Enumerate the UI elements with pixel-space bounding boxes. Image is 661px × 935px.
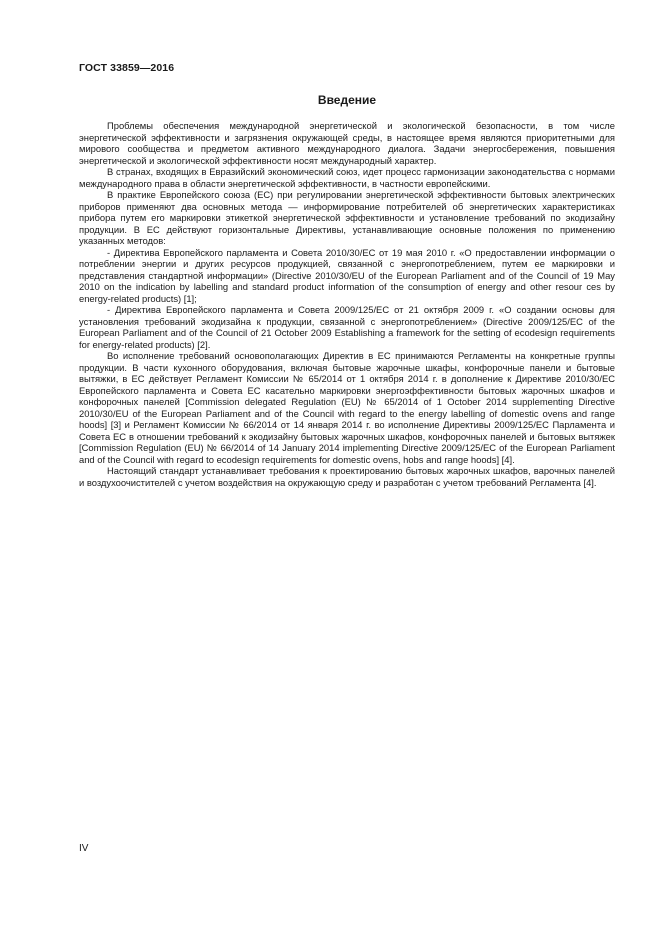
paragraph: Настоящий стандарт устанавливает требования к проектированию бытовых жарочных шкафов, варочных панелей и воздухоочистителей с учетом воздействия на окружающую среду и разработан с учетом требований Регламента [4]. — [79, 465, 615, 488]
standard-code-header: ГОСТ 33859—2016 — [79, 62, 175, 74]
paragraph: Во исполнение требований основополагающих Директив в ЕС принимаются Регламенты на конкретные группы продукции. В части кухонного оборудования, включая бытовые жарочные шкафы, конфорочные панели и бытовые вытяжки, в ЕС действует Регламент Комиссии № 65/2014 от 1 октября 2014 г. в дополнение к Директиве 2010/30/ЕС Европейского парламента и Совета ЕС касательно маркировки энергоэффективности бытовых жарочных шкафов и конфорочных панелей [Commission delegated Regulation (EU) № 65/2014 of 1 October 2014 supplementing Directive 2010/30/EU of the European Parliament and of the Council with regard to the energy labelling of domestic ovens and range hoods] [3] и Регламент Комиссии № 66/2014 от 14 января 2014 г. во исполнение Директивы 2009/125/ЕС Парламента и Совета ЕС в отношении требований к экодизайну бытовых жарочных шкафов, конфорочных панелей и бытовых вытяжек [Commission Regulation (EU) № 66/2014 of 14 January 2014 implementing Directive 2009/125/EC of the European Parliament and of the Council with regard to ecodesign requirements for domestic ovens, hobs and range hoods] [4]. — [79, 350, 615, 465]
list-item: - Директива Европейского парламента и Совета 2009/125/ЕС от 21 октября 2009 г. «О создании основы для установления требований экодизайна к продукции, связанной с энергопотреблением» (Directive 2009/125/EC of the European Parliament and of the Council of 21 October 2009 Establishing a framework for the setting of ecodesign requirements for energy-related products) [2]. — [79, 304, 615, 350]
section-title: Введение — [317, 93, 377, 107]
section-body — [79, 120, 615, 488]
paragraph: Проблемы обеспечения международной энергетической и экологической безопасности, в том числе энергетической эффективности и загрязнения окружающей среды, в настоящее время являются приоритетными для мирового сообщества и предметом активного международного диалога. Задачи энергосбережения, повышения энергетической и экологической эффективности носят международный характер. — [79, 120, 615, 166]
page-number: IV — [79, 843, 89, 854]
paragraph: В практике Европейского союза (ЕС) при регулировании энергетической эффективности бытовых электрических приборов применяют два основных метода — информирование потребителей об энергетических характеристиках прибора путем его маркировки этикеткой энергетической эффективности и установление требований по экодизайну продукции. В ЕС действуют горизонтальные Директивы, устанавливающие основные положения по применению указанных методов: — [79, 189, 615, 246]
paragraph: В странах, входящих в Евразийский экономический союз, идет процесс гармонизации законодательства с нормами международного права в области энергетической эффективности, в частности европейскими. — [79, 166, 615, 189]
list-item: - Директива Европейского парламента и Совета 2010/30/ЕС от 19 мая 2010 г. «О предоставлении информации о потреблении энергии и других ресурсов продукцией, связанной с энергопотреблением, путем ее маркировки и представления стандартной информации» (Directive 2010/30/EU of the European Parliament and of the Council of 19 May 2010 on the indication by labelling and standard product information of the consumption of energy and other resour ces by energy-related products) [1]; — [79, 246, 615, 304]
